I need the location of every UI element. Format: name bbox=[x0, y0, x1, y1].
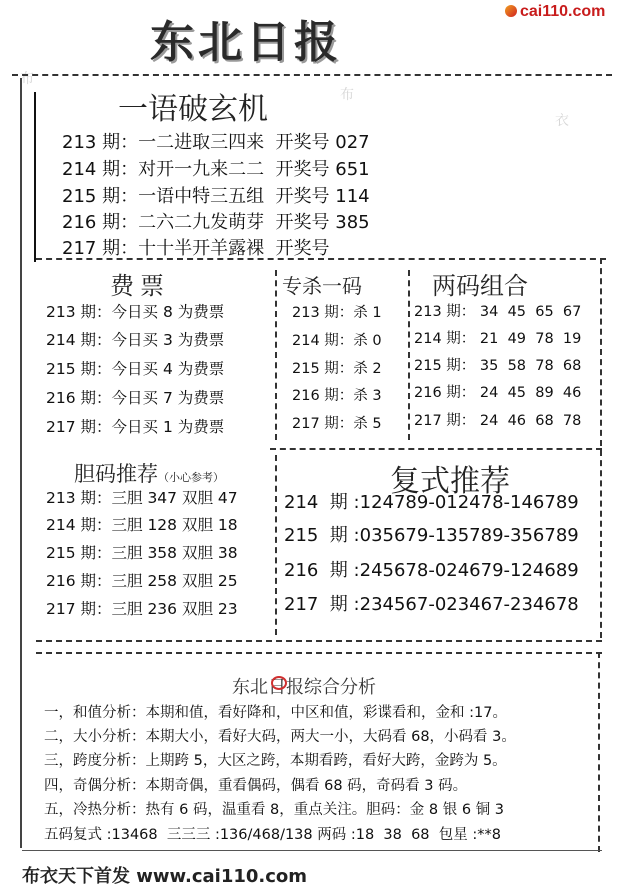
section-title-compound: 复式推荐 bbox=[390, 464, 510, 499]
kill-one-row: 216 期：杀 3 bbox=[292, 388, 382, 404]
section-title-two-code: 两码组合 bbox=[432, 272, 528, 300]
left-frame-line bbox=[20, 78, 22, 848]
watermark-text: 布 bbox=[20, 71, 34, 87]
analysis-row: 五，冷热分析：热有 6 码，温重看 8，重点关注。胆码：金 8 银 6 铜 3 bbox=[44, 802, 504, 818]
analysis-row: 五码复式 :13468 三三三 :136/468/138 两码 :18 38 68 包星 :**8 bbox=[44, 827, 501, 843]
section-title-riddle: 一语破玄机 bbox=[118, 92, 268, 127]
compound-row: 216 期 :245678-024679-124689 bbox=[284, 560, 579, 581]
two-code-row: 217 期： 24 46 68 78 bbox=[414, 413, 582, 429]
section-title-analysis: 东北日报综合分析 bbox=[232, 677, 376, 698]
compound-row: 214 期 :124789-012478-146789 bbox=[284, 492, 579, 513]
two-code-row: 213 期： 34 45 65 67 bbox=[414, 304, 582, 320]
site-logo-text: cai110.com bbox=[520, 3, 606, 20]
section-divider-4 bbox=[36, 652, 602, 654]
riddle-row: 216 期：二六二九发萌芽 开奖号 385 bbox=[62, 212, 370, 233]
section-title-bile: 胆码推荐（小心参考） bbox=[74, 462, 224, 486]
left-bracket bbox=[34, 92, 36, 262]
bile-row: 216 期：三胆 258 双胆 25 bbox=[46, 572, 238, 590]
red-circle-mark bbox=[271, 676, 287, 690]
kill-one-row: 214 期：杀 0 bbox=[292, 333, 382, 349]
site-logo[interactable] bbox=[505, 3, 605, 21]
column-divider-1 bbox=[275, 270, 277, 440]
analysis-row: 四，奇偶分析：本期奇偶，重看偶码，偶看 68 码，奇码看 3 码。 bbox=[44, 778, 468, 794]
bile-note: （小心参考） bbox=[158, 471, 224, 484]
bile-row: 215 期：三胆 358 双胆 38 bbox=[46, 544, 238, 562]
kill-one-row: 217 期：杀 5 bbox=[292, 416, 382, 432]
two-code-row: 214 期： 21 49 78 19 bbox=[414, 331, 582, 347]
free-ticket-row: 213 期：今日买 8 为费票 bbox=[46, 303, 225, 321]
section-divider-2 bbox=[270, 448, 602, 450]
two-code-row: 216 期： 24 45 89 46 bbox=[414, 385, 582, 401]
riddle-row: 213 期：一二进取三四来 开奖号 027 bbox=[62, 132, 370, 153]
bile-row: 213 期：三胆 347 双胆 47 bbox=[46, 489, 238, 507]
riddle-row: 215 期：一语中特三五组 开奖号 114 bbox=[62, 186, 370, 207]
watermark-text: 布 bbox=[340, 87, 354, 103]
compound-row: 217 期 :234567-023467-234678 bbox=[284, 594, 579, 615]
logo-swoosh-icon bbox=[505, 5, 517, 17]
right-frame-line-lower bbox=[598, 652, 600, 852]
kill-one-row: 213 期：杀 1 bbox=[292, 305, 382, 321]
free-ticket-row: 215 期：今日买 4 为费票 bbox=[46, 360, 225, 378]
analysis-row: 一，和值分析：本期和值，看好降和，中区和值，彩谍看和，金和 :17。 bbox=[44, 705, 507, 721]
two-code-row: 215 期： 35 58 78 68 bbox=[414, 358, 582, 374]
free-ticket-row: 216 期：今日买 7 为费票 bbox=[46, 389, 225, 407]
top-divider bbox=[12, 74, 612, 76]
column-divider-3 bbox=[275, 455, 277, 635]
bile-row: 217 期：三胆 236 双胆 23 bbox=[46, 600, 238, 618]
riddle-row: 217 期：十十半开羊露裸 开奖号 bbox=[62, 238, 330, 259]
bottom-divider bbox=[22, 850, 602, 851]
footer-text: 布衣天下首发 www.cai110.com bbox=[22, 866, 308, 887]
bile-row: 214 期：三胆 128 双胆 18 bbox=[46, 516, 238, 534]
newspaper-masthead: 东北日报 bbox=[150, 17, 342, 68]
analysis-row: 三，跨度分析：上期跨 5，大区之跨，本期看跨，看好大跨，金跨为 5。 bbox=[44, 753, 507, 769]
section-title-kill-one: 专杀一码 bbox=[282, 274, 362, 298]
section-title-free-ticket: 费票 bbox=[110, 272, 170, 300]
free-ticket-row: 217 期：今日买 1 为费票 bbox=[46, 418, 225, 436]
column-divider-2 bbox=[408, 270, 410, 440]
watermark-text: 衣 bbox=[555, 113, 569, 129]
riddle-row: 214 期：对开一九来二二 开奖号 651 bbox=[62, 159, 370, 180]
compound-row: 215 期 :035679-135789-356789 bbox=[284, 525, 579, 546]
kill-one-row: 215 期：杀 2 bbox=[292, 361, 382, 377]
free-ticket-row: 214 期：今日买 3 为费票 bbox=[46, 331, 225, 349]
analysis-row: 二，大小分析：本期大小，看好大码，两大一小，大码看 68，小码看 3。 bbox=[44, 729, 516, 745]
section-divider-3 bbox=[36, 640, 602, 642]
